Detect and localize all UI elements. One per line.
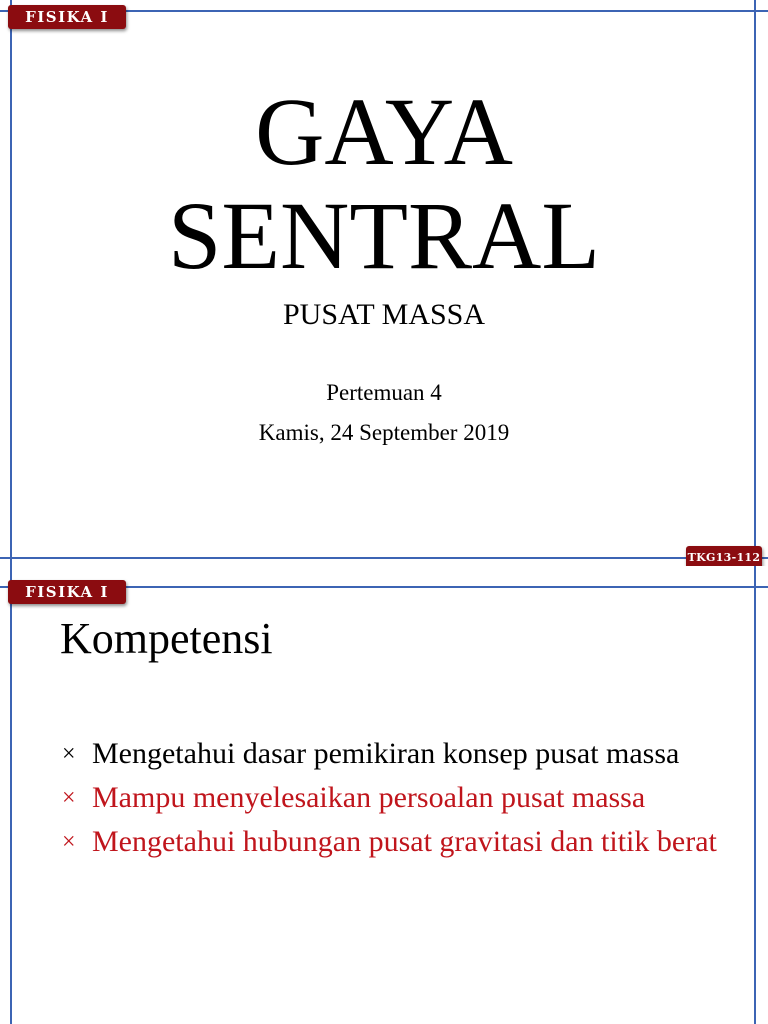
competence-list — [60, 736, 720, 868]
cross-bullet-icon: × — [62, 785, 76, 811]
right-rule — [754, 566, 756, 1024]
left-rule — [10, 566, 12, 1024]
course-badge: FISIKA I — [8, 5, 126, 29]
cross-bullet-icon: × — [62, 741, 76, 767]
bottom-rule — [0, 557, 768, 559]
subtitle: PUSAT MASSA — [282, 298, 486, 331]
list-item-text: Mampu menyelesaikan persoalan pusat massa — [92, 781, 646, 814]
cross-bullet-icon: × — [62, 829, 76, 855]
list-item — [60, 780, 720, 816]
title-line-2: SENTRAL — [168, 182, 600, 289]
date-label: Kamis, 24 September 2019 — [258, 420, 510, 445]
list-item — [60, 736, 720, 772]
competence-slide — [0, 566, 768, 1024]
list-item — [60, 824, 720, 860]
list-item-text: Mengetahui dasar pemikiran konsep pusat massa — [92, 737, 680, 770]
course-code-badge: TKG13-112 — [686, 546, 762, 566]
title-line-1: GAYA — [255, 78, 513, 185]
course-badge: FISIKA I — [8, 580, 126, 604]
meeting-label: Pertemuan 4 — [326, 380, 442, 405]
slide-heading: Kompetensi — [60, 614, 273, 663]
list-item-text: Mengetahui hubungan pusat gravitasi dan titik berat — [92, 825, 717, 858]
